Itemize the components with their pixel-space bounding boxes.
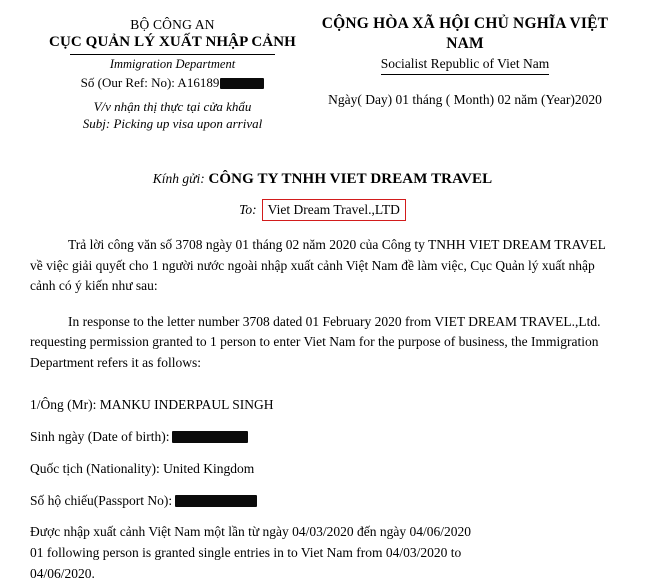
person-nationality-line: Quốc tịch (Nationality): United Kingdom [30, 461, 255, 476]
recipient-line-en [30, 199, 615, 221]
subject-line-vi: V/v nhận thị thực tại cửa khẩu [93, 99, 252, 114]
entry-permission-en-line1: 01 following person is granted single entries in to Viet Nam from 04/03/2020 to [30, 545, 462, 560]
department-name-en: Immigration Department [109, 57, 236, 71]
person-passport-line [30, 491, 615, 511]
redaction-block-dob [172, 431, 248, 443]
header-right-block [315, 14, 615, 109]
recipient-label-vi: Kính gửi: [152, 171, 205, 186]
person-name-line: 1/Ông (Mr): MANKU INDERPAUL SINGH [30, 397, 274, 412]
entry-permission-en-line2: 04/06/2020. [30, 566, 95, 581]
country-name-vi: CỘNG HÒA XÃ HỘI CHỦ NGHĨA VIỆT NAM [321, 15, 609, 52]
country-name-en: Socialist Republic of Viet Nam [381, 55, 549, 75]
person-dob-line [30, 427, 615, 447]
reference-number-line [30, 74, 315, 91]
reference-number-label: Số (Our Ref: No): A16189 [80, 75, 220, 90]
recipient-company-vi: CÔNG TY TNHH VIET DREAM TRAVEL [208, 171, 493, 187]
redaction-block-passport [175, 495, 257, 507]
redaction-block-reference [220, 78, 264, 89]
subject-line-en: Subj: Picking up visa upon arrival [82, 116, 263, 131]
body-paragraph-en: In response to the letter number 3708 dated 01 February 2020 from VIET DREAM TRAVEL.,Ltd. requesting permission granted to 1 person to enter Viet Nam for the purpose of business, the Immigration Department refers it as follows: [30, 313, 601, 370]
recipient-line-vi [30, 169, 615, 189]
department-name-vi: CỤC QUẢN LÝ XUẤT NHẬP CẢNH [49, 34, 296, 50]
recipient-company-en-highlight: Viet Dream Travel.,LTD [262, 199, 406, 221]
department-underline [70, 54, 275, 55]
ministry-name: BỘ CÔNG AN [130, 17, 215, 32]
person-passport-label: Số hộ chiếu(Passport No): [30, 493, 173, 508]
date-line: Ngày( Day) 01 tháng ( Month) 02 năm (Year)2020 [328, 92, 602, 107]
person-details [30, 395, 615, 584]
recipient-label-en: To: [239, 202, 257, 217]
person-dob-label: Sinh ngày (Date of birth): [30, 429, 170, 444]
body-paragraph-vi: Trả lời công văn số 3708 ngày 01 tháng 02 năm 2020 của Công ty TNHH VIET DREAM TRAVEL về việc giải quyết cho 1 người nước ngoài nhập xuất cảnh Việt Nam đề làm việc, Cục Quản lý xuất nhập cảnh có ý kiến như sau: [30, 237, 606, 293]
entry-permission-vi: Được nhập xuất cảnh Việt Nam một lần từ ngày 04/03/2020 đến ngày 04/06/2020 [30, 524, 472, 539]
document-header [30, 14, 615, 132]
header-left-block [30, 14, 315, 132]
